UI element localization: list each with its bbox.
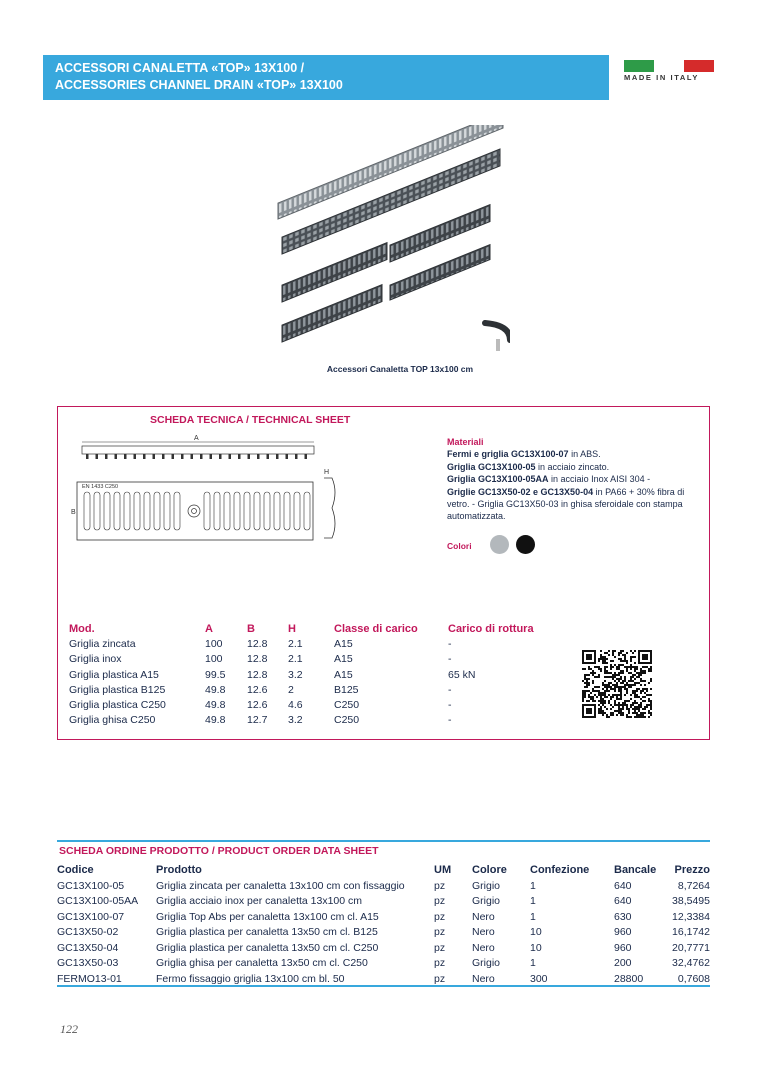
specs-cell: - <box>448 637 452 650</box>
color-swatch-grey <box>490 535 509 554</box>
fixing-clip <box>485 323 510 351</box>
specs-cell: Griglia plastica B125 <box>69 683 166 696</box>
order-cell: GC13X50-04 <box>57 941 119 954</box>
title-italian: ACCESSORI CANALETTA «TOP» 13X100 / <box>55 61 305 75</box>
made-in-italy-label: MADE IN ITALY <box>624 73 699 82</box>
order-cell: 38,5495 <box>672 895 710 908</box>
order-cell: 1 <box>530 895 536 908</box>
order-bottom-rule <box>57 985 710 987</box>
specs-row <box>69 697 548 712</box>
specs-cell: 12.8 <box>247 637 268 650</box>
specs-cell: 99.5 <box>205 668 226 681</box>
specs-table <box>69 621 548 728</box>
order-cell: 640 <box>614 895 632 908</box>
col-color: Colore <box>472 864 507 876</box>
specs-cell: 12.8 <box>247 668 268 681</box>
page-number: 122 <box>60 1022 78 1036</box>
image-caption: Accessori Canaletta TOP 13x100 cm <box>326 364 474 374</box>
order-cell: pz <box>434 910 446 923</box>
specs-cell: 49.8 <box>205 714 226 727</box>
order-cell: Nero <box>472 910 495 923</box>
order-row <box>57 909 710 925</box>
order-cell: Nero <box>472 941 495 954</box>
order-cell: Griglia plastica per canaletta 13x50 cm cl. C250 <box>156 941 379 954</box>
italian-flag-icon <box>624 60 714 72</box>
specs-cell: - <box>448 653 452 666</box>
order-cell: 8,7264 <box>677 879 710 892</box>
order-row <box>57 956 710 972</box>
specs-cell: 12.6 <box>247 699 268 712</box>
qr-code-icon[interactable] <box>582 650 652 718</box>
specs-cell: 2.1 <box>288 637 303 650</box>
order-cell: 28800 <box>614 972 644 985</box>
order-cell: GC13X100-05 <box>57 879 125 892</box>
title-english: ACCESSORIES CHANNEL DRAIN «TOP» 13X100 <box>55 78 343 92</box>
specs-cell: 65 kN <box>448 668 476 681</box>
specs-cell: 100 <box>205 637 223 650</box>
specs-cell: A15 <box>334 637 353 650</box>
order-cell: 0,7608 <box>677 972 710 985</box>
order-row <box>57 894 710 910</box>
specs-cell: 49.8 <box>205 683 226 696</box>
order-cell: 10 <box>530 941 542 954</box>
colors-label: Colori <box>447 541 472 551</box>
specs-cell: - <box>448 714 452 727</box>
specs-cell: Griglia zincata <box>69 637 136 650</box>
order-cell: 32,4762 <box>672 957 710 970</box>
order-cell: Grigio <box>472 879 501 892</box>
order-cell: 300 <box>530 972 548 985</box>
order-cell: Nero <box>472 926 495 939</box>
materials-section <box>447 436 697 523</box>
specs-cell: 3.2 <box>288 668 303 681</box>
specs-cell: 3.2 <box>288 714 303 727</box>
order-cell: GC13X50-02 <box>57 926 119 939</box>
order-cell: 1 <box>530 957 536 970</box>
col-b: B <box>247 622 255 635</box>
dimension-h-label: H <box>324 469 330 476</box>
order-top-rule <box>57 840 710 842</box>
col-price: Prezzo <box>674 864 710 876</box>
specs-cell: 2 <box>288 683 294 696</box>
order-row <box>57 925 710 941</box>
order-cell: pz <box>434 879 446 892</box>
specs-cell: A15 <box>334 668 353 681</box>
specs-row <box>69 636 548 651</box>
order-cell: Griglia plastica per canaletta 13x50 cm cl. B125 <box>156 926 378 939</box>
product-image <box>270 125 510 360</box>
col-a: A <box>205 622 213 635</box>
specs-cell: 4.6 <box>288 699 303 712</box>
order-cell: pz <box>434 926 446 939</box>
col-load-class: Classe di carico <box>334 622 418 635</box>
specs-cell: - <box>448 683 452 696</box>
specs-cell: Griglia plastica C250 <box>69 699 166 712</box>
specs-cell: 12.8 <box>247 653 268 666</box>
specs-cell: Griglia plastica A15 <box>69 668 159 681</box>
materials-line-2: Griglia GC13X100-05 in acciaio zincato. <box>447 461 610 472</box>
order-header-row <box>57 862 710 878</box>
dimension-a-label: A <box>194 435 199 442</box>
col-um: UM <box>434 864 452 876</box>
order-table <box>57 862 710 987</box>
stamp-label: EN 1433 C250 <box>82 484 119 490</box>
col-mod: Mod. <box>69 622 95 635</box>
order-cell: 10 <box>530 926 542 939</box>
materials-heading: Materiali <box>447 437 484 447</box>
specs-cell: 49.8 <box>205 699 226 712</box>
color-swatch-black <box>516 535 535 554</box>
specs-row <box>69 652 548 667</box>
order-cell: Griglia acciaio inox per canaletta 13x100 cm <box>156 895 363 908</box>
specs-cell: 12.6 <box>247 683 268 696</box>
order-cell: GC13X100-07 <box>57 910 125 923</box>
order-row <box>57 940 710 956</box>
order-cell: 630 <box>614 910 632 923</box>
col-product: Prodotto <box>156 864 202 876</box>
col-pallet: Bancale <box>614 864 657 876</box>
order-cell: 960 <box>614 941 632 954</box>
specs-cell: C250 <box>334 699 360 712</box>
specs-cell: - <box>448 699 452 712</box>
materials-line-3: Griglia GC13X100-05AA in acciaio Inox AISI 304 - <box>447 474 651 485</box>
order-cell: 16,1742 <box>672 926 710 939</box>
technical-drawing <box>70 432 345 544</box>
order-cell: Grigio <box>472 895 501 908</box>
technical-sheet-title: SCHEDA TECNICA / TECHNICAL SHEET <box>150 414 351 426</box>
specs-header-row <box>69 621 548 636</box>
order-cell: 1 <box>530 879 536 892</box>
order-cell: 200 <box>614 957 632 970</box>
order-cell: Griglia Top Abs per canaletta 13x100 cm cl. A15 <box>156 910 379 923</box>
materials-line-1: Fermi e griglia GC13X100-07 in ABS. <box>447 449 601 460</box>
specs-row <box>69 713 548 728</box>
materials-line-4: Griglie GC13X50-02 e GC13X50-04 in PA66 + 30% fibra di vetro. - Griglia GC13X50-03 in ghisa sferoidale con stampa automatizzata. <box>447 486 685 522</box>
header-banner <box>43 55 609 100</box>
specs-row <box>69 682 548 697</box>
order-cell: 960 <box>614 926 632 939</box>
order-cell: FERMO13-01 <box>57 972 122 985</box>
order-cell: pz <box>434 895 446 908</box>
col-package: Confezione <box>530 864 590 876</box>
specs-cell: C250 <box>334 714 360 727</box>
order-sheet-title: SCHEDA ORDINE PRODOTTO / PRODUCT ORDER DATA SHEET <box>59 845 379 857</box>
specs-row <box>69 667 548 682</box>
order-cell: 12,3384 <box>672 910 710 923</box>
specs-cell: Griglia inox <box>69 653 122 666</box>
order-cell: GC13X50-03 <box>57 957 119 970</box>
order-cell: Nero <box>472 972 495 985</box>
specs-cell: Griglia ghisa C250 <box>69 714 156 727</box>
order-cell: Griglia ghisa per canaletta 13x50 cm cl. C250 <box>156 957 368 970</box>
specs-cell: 12.7 <box>247 714 268 727</box>
specs-cell: 100 <box>205 653 223 666</box>
specs-cell: A15 <box>334 653 353 666</box>
order-cell: Fermo fissaggio griglia 13x100 cm bl. 50 <box>156 972 345 985</box>
order-cell: pz <box>434 972 446 985</box>
order-cell: pz <box>434 941 446 954</box>
order-cell: 640 <box>614 879 632 892</box>
profile-teeth <box>86 454 307 459</box>
col-code: Codice <box>57 864 94 876</box>
dimension-b-label: B <box>71 509 76 516</box>
order-cell: 1 <box>530 910 536 923</box>
order-cell: pz <box>434 957 446 970</box>
order-cell: 20,7771 <box>672 941 710 954</box>
order-cell: Grigio <box>472 957 501 970</box>
specs-cell: 2.1 <box>288 653 303 666</box>
specs-cell: B125 <box>334 683 359 696</box>
order-row <box>57 878 710 894</box>
order-cell: Griglia zincata per canaletta 13x100 cm con fissaggio <box>156 879 405 892</box>
col-h: H <box>288 622 296 635</box>
col-breaking-load: Carico di rottura <box>448 622 534 635</box>
order-cell: GC13X100-05AA <box>57 895 139 908</box>
